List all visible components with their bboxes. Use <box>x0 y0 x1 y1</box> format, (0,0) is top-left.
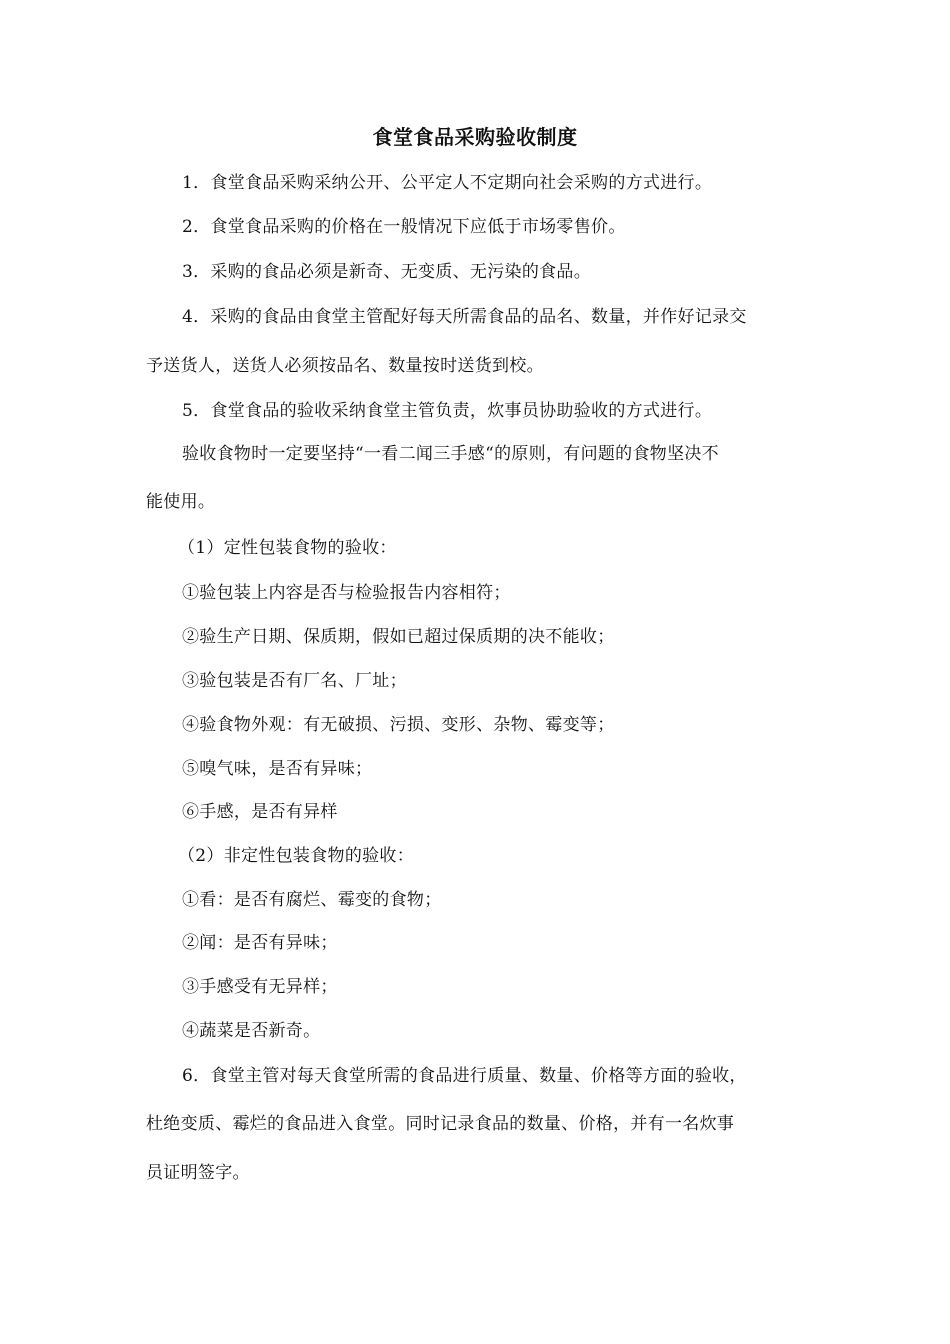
packaged-item-1: ①验包装上内容是否与检验报告内容相符； <box>182 583 511 603</box>
unpackaged-item-3: ③手感受有无异样； <box>182 977 338 997</box>
packaged-item-3: ③验包装是否有厂名、厂址； <box>182 671 407 691</box>
unpackaged-food-heading: （2）非定性包装食物的验收： <box>178 846 415 866</box>
rule-6-continued: 杜绝变质、霉烂的食品进入食堂。同时记录食品的数量、价格，并有一名炊事 <box>146 1114 735 1134</box>
packaged-food-heading: （1）定性包装食物的验收： <box>178 538 397 558</box>
rule-5: 5．食堂食品的验收采纳食堂主管负责，炊事员协助验收的方式进行。 <box>182 401 713 421</box>
unpackaged-item-2: ②闻：是否有异味； <box>182 933 338 953</box>
inspection-principle-continued: 能使用。 <box>146 492 216 512</box>
unpackaged-item-1: ①看：是否有腐烂、霉变的食物； <box>182 890 442 910</box>
packaged-item-2: ②验生产日期、保质期，假如已超过保质期的决不能收； <box>182 627 615 647</box>
packaged-item-5: ⑤嗅气味，是否有异味； <box>182 759 373 779</box>
rule-4: 4．采购的食品由食堂主管配好每天所需食品的品名、数量，并作好记录交 <box>182 307 747 327</box>
inspection-principle: 验收食物时一定要坚持“一看二闻三手感“的原则，有问题的食物坚决不 <box>182 444 719 464</box>
rule-6: 6．食堂主管对每天食堂所需的食品进行质量、数量、价格等方面的验收， <box>182 1066 747 1086</box>
unpackaged-item-4: ④蔬菜是否新奇。 <box>182 1021 321 1041</box>
rule-1: 1．食堂食品采购采纳公开、公平定人不定期向社会采购的方式进行。 <box>182 173 713 193</box>
document-title: 食堂食品采购验收制度 <box>372 125 578 149</box>
rule-3: 3．采购的食品必须是新奇、无变质、无污染的食品。 <box>182 262 592 282</box>
packaged-item-6: ⑥手感，是否有异样 <box>182 802 338 822</box>
rule-6-continued-2: 员证明签字。 <box>146 1163 250 1183</box>
packaged-item-4: ④验食物外观：有无破损、污损、变形、杂物、霉变等； <box>182 715 615 735</box>
rule-2: 2．食堂食品采购的价格在一般情况下应低于市场零售价。 <box>182 217 626 237</box>
rule-4-continued: 予送货人，送货人必须按品名、数量按时送货到校。 <box>146 356 544 376</box>
